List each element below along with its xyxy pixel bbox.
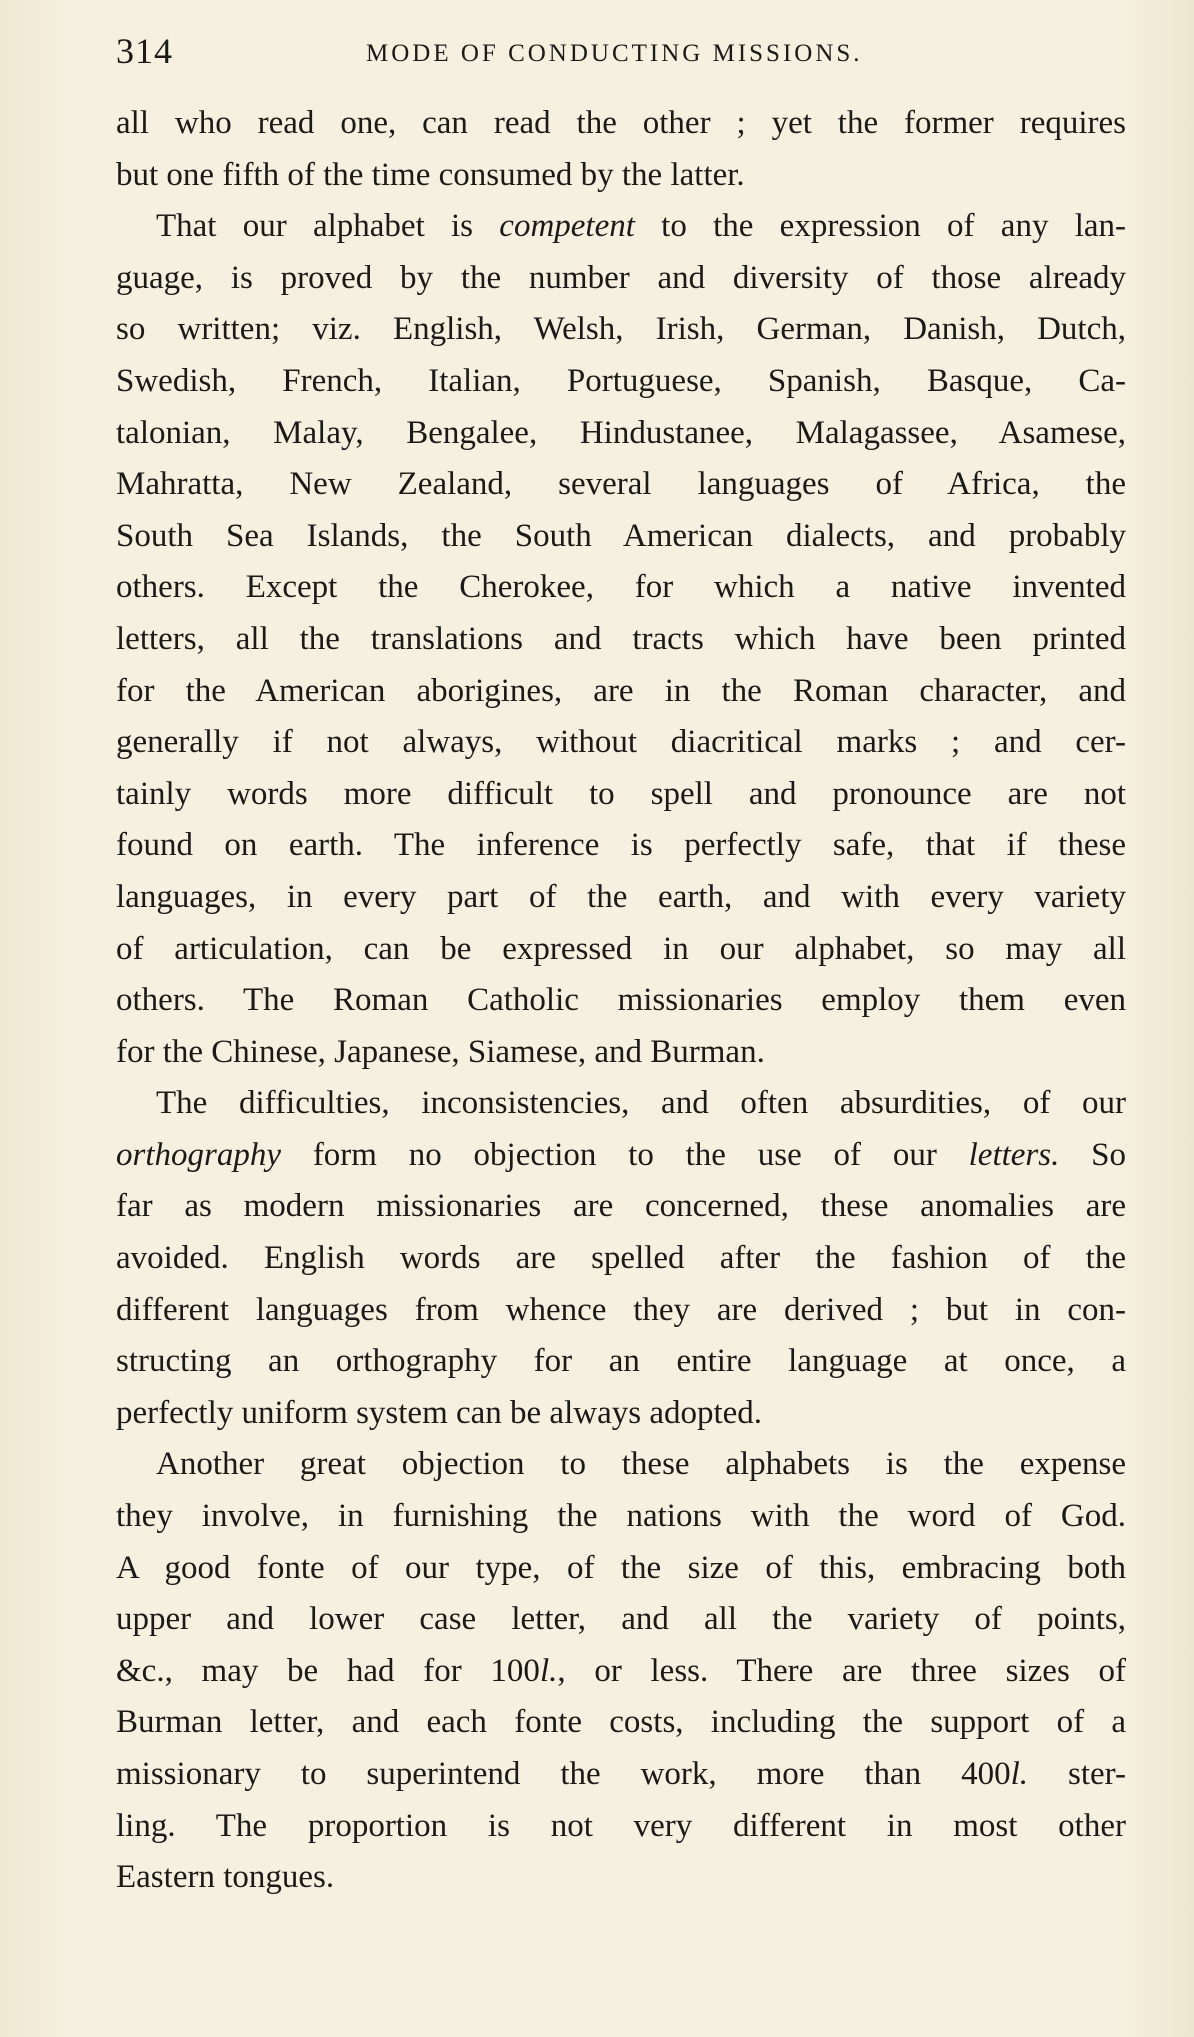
text-line: perfectly uniform system can be always adopted. xyxy=(116,1394,763,1431)
text-line: Burman letter, and each fonte costs, including the support of a xyxy=(116,1704,1126,1741)
text-line: tainly words more difficult to spell and pronounce are not xyxy=(116,775,1126,812)
text-line: languages, in every part of the earth, and with every variety xyxy=(116,878,1126,915)
text-line: others. The Roman Catholic missionaries employ them even xyxy=(116,982,1126,1019)
text-line: letters, all the translations and tracts which have been printed xyxy=(116,620,1126,657)
text-line: &c., may be had for 100l., or less. There are three sizes of xyxy=(116,1652,1126,1689)
page-number: 314 xyxy=(116,31,173,71)
text-line: South Sea Islands, the South American dialects, and probably xyxy=(116,517,1126,554)
body-text xyxy=(116,98,1126,1904)
text-line: Swedish, French, Italian, Portuguese, Spanish, Basque, Ca- xyxy=(116,362,1126,399)
text-line: structing an orthography for an entire language at once, a xyxy=(116,1343,1126,1380)
text-line: far as modern missionaries are concerned, these anomalies are xyxy=(116,1188,1126,1225)
text-line: they involve, in furnishing the nations with the word of God. xyxy=(116,1498,1126,1535)
text-line: for the Chinese, Japanese, Siamese, and Burman. xyxy=(116,1033,765,1070)
text-line: of articulation, can be expressed in our alphabet, so may all xyxy=(116,930,1126,967)
text-line: That our alphabet is competent to the expression of any lan- xyxy=(156,208,1127,245)
text-line: avoided. English words are spelled after the fashion of the xyxy=(116,1240,1126,1277)
text-line: generally if not always, without diacritical marks ; and cer- xyxy=(116,724,1126,761)
text-line: missionary to superintend the work, more than 400l. ster- xyxy=(116,1756,1126,1792)
text-line: but one fifth of the time consumed by the latter. xyxy=(116,156,745,193)
text-line: The difficulties, inconsistencies, and often absurdities, of our xyxy=(156,1085,1126,1122)
text-line: talonian, Malay, Bengalee, Hindustanee, Malagassee, Asamese, xyxy=(116,414,1126,451)
text-line: Eastern tongues. xyxy=(116,1859,335,1896)
text-line: others. Except the Cherokee, for which a native invented xyxy=(116,569,1126,606)
text-line: found on earth. The inference is perfectly safe, that if these xyxy=(116,827,1126,864)
text-line: all who read one, can read the other ; yet the former requires xyxy=(116,105,1126,141)
italic-word: orthography xyxy=(116,1136,281,1173)
italic-word: l. xyxy=(1010,1756,1029,1792)
page-header xyxy=(116,30,1126,80)
text-line: ling. The proportion is not very different in most other xyxy=(116,1807,1126,1844)
text-line: guage, is proved by the number and diversity of those already xyxy=(116,259,1126,296)
italic-word: l. xyxy=(539,1652,558,1689)
text-line: orthography form no objection to the use of our letters. So xyxy=(116,1136,1127,1173)
text-line: Mahratta, New Zealand, several languages of Africa, the xyxy=(116,466,1126,503)
text-line: upper and lower case letter, and all the variety of points, xyxy=(116,1601,1126,1638)
italic-word: competent xyxy=(499,208,635,245)
text-line: so written; viz. English, Welsh, Irish, German, Danish, Dutch, xyxy=(116,311,1126,348)
text-line: for the American aborigines, are in the Roman character, and xyxy=(116,672,1126,709)
text-line: A good fonte of our type, of the size of this, embracing both xyxy=(116,1549,1126,1586)
running-head: MODE OF CONDUCTING MISSIONS. xyxy=(366,40,863,67)
text-line: Another great objection to these alphabets is the expense xyxy=(156,1446,1126,1483)
italic-word: letters. xyxy=(968,1136,1060,1173)
text-line: different languages from whence they are derived ; but in con- xyxy=(116,1291,1126,1328)
